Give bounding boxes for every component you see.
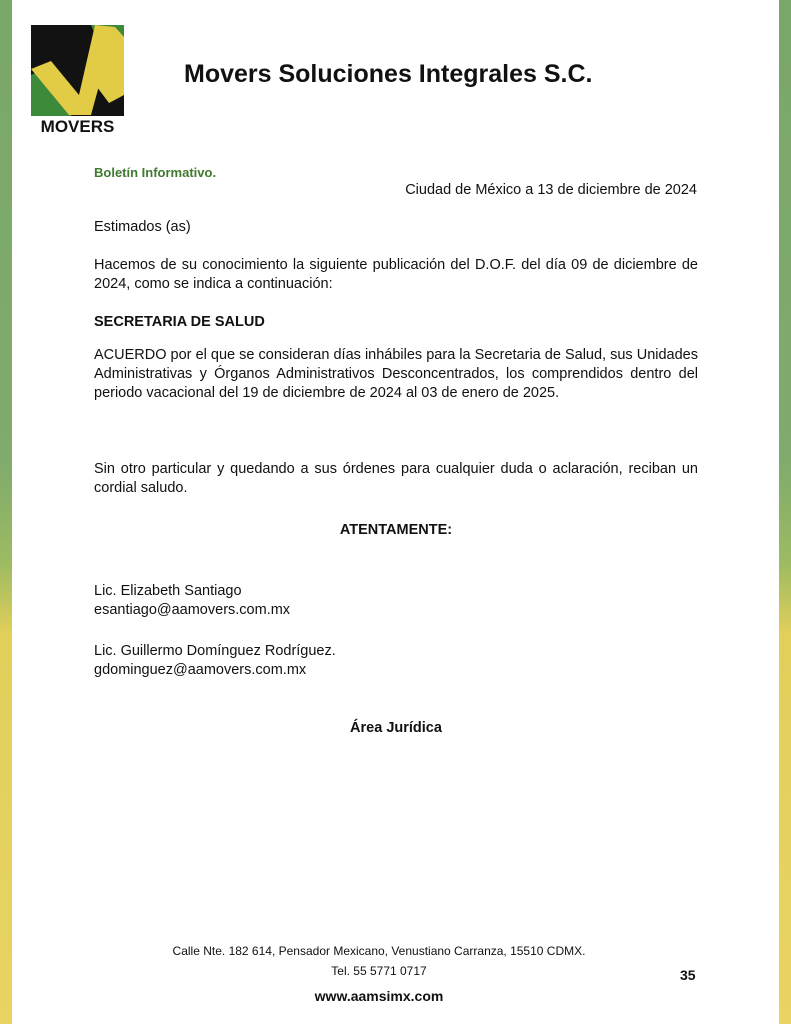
company-name: Movers Soluciones Integrales S.C. [184, 60, 593, 88]
footer-address: Calle Nte. 182 614, Pensador Mexicano, Venustiano Carranza, 15510 CDMX. [172, 944, 586, 958]
right-decorative-stripe [779, 0, 791, 1024]
logo-graphic [31, 25, 124, 116]
contact-email[interactable]: esantiago@aamovers.com.mx [94, 602, 291, 618]
logo-v-mark-icon [31, 25, 124, 116]
contact-email[interactable]: gdominguez@aamovers.com.mx [94, 662, 307, 678]
contact-name: Lic. Elizabeth Santiago [94, 583, 242, 599]
bulletin-label: Boletín Informativo. [94, 165, 217, 180]
greeting: Estimados (as) [94, 219, 191, 235]
logo-text: MOVERS [40, 117, 115, 136]
footer-phone: Tel. 55 5771 0717 [331, 964, 427, 978]
contact-name: Lic. Guillermo Domínguez Rodríguez. [94, 643, 336, 659]
department-heading: SECRETARIA DE SALUD [94, 314, 265, 330]
intro-paragraph: Hacemos de su conocimiento la siguiente publicación del D.O.F. del día 09 de diciembre de 2024, como se indica a continuación: [94, 257, 698, 292]
date-line: Ciudad de México a 13 de diciembre de 2024 [405, 182, 697, 198]
agreement-paragraph: ACUERDO por el que se consideran días inhábiles para la Secretaria de Salud, sus Unidades Administrativas y Órganos Administrativos Desconcentrados, los comprendidos dentro del periodo vacacional del 19 de diciembre de 2024 al 03 de enero de 2025. [94, 347, 698, 401]
page-number: 35 [680, 967, 696, 983]
closing-paragraph: Sin otro particular y quedando a sus órdenes para cualquier duda o aclaración, reciban un cordial saludo. [94, 461, 698, 496]
sign-off: ATENTAMENTE: [339, 522, 453, 538]
left-decorative-stripe [0, 0, 12, 1024]
footer-website[interactable]: www.aamsimx.com [314, 988, 444, 1004]
movers-logo [31, 25, 124, 135]
legal-area-label: Área Jurídica [350, 720, 442, 736]
